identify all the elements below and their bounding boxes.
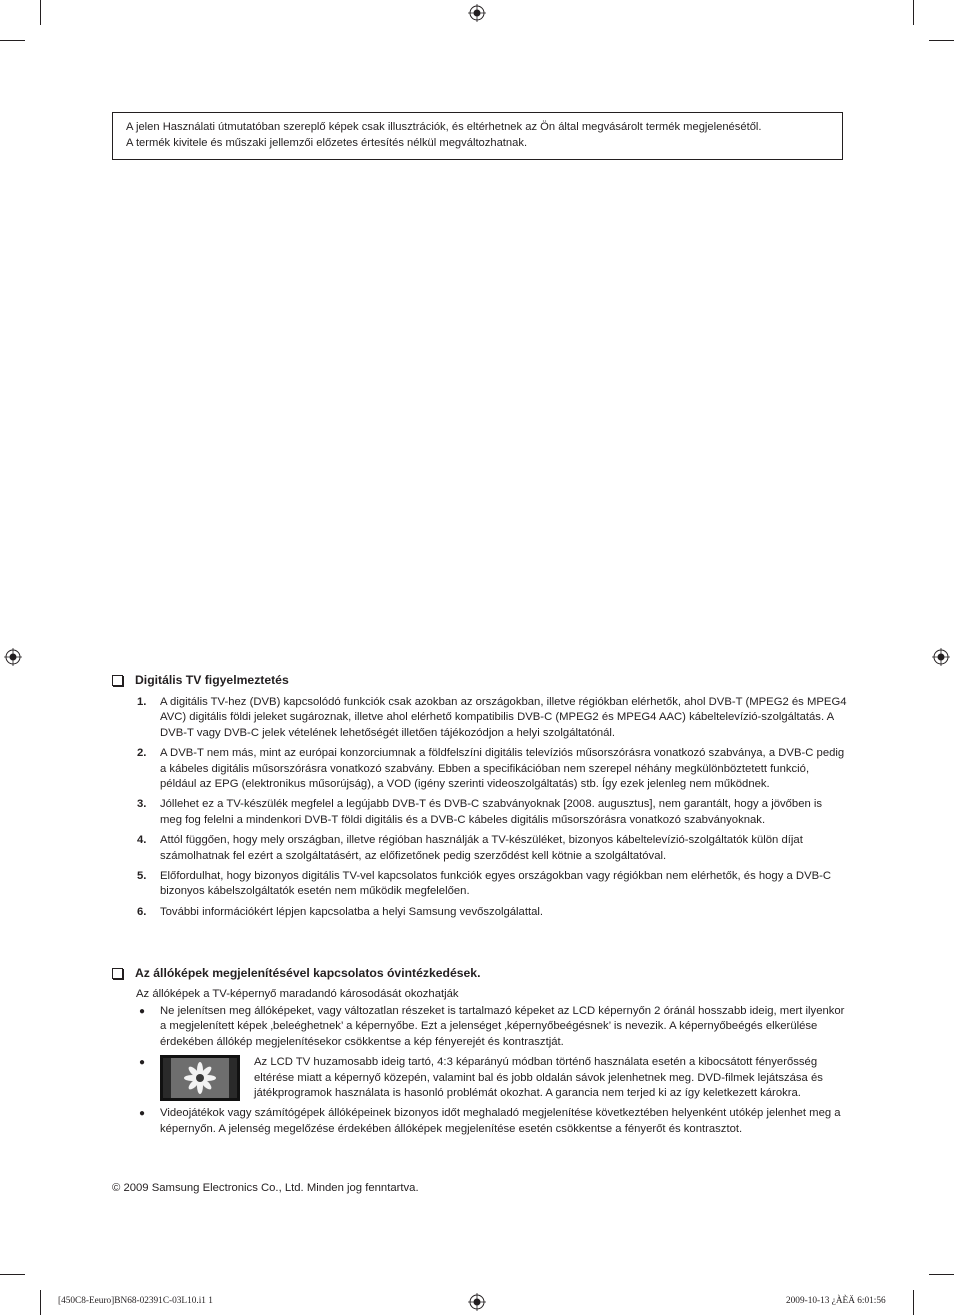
item-number: 5.: [137, 870, 147, 883]
list-item: [137, 1106, 847, 1137]
item-number: 1.: [137, 696, 147, 708]
list-item: [137, 833, 847, 864]
bullet-icon: ●: [139, 1057, 146, 1069]
print-slug-right: 2009-10-13 ¿ÀÈÄ 6:01:56: [786, 1296, 886, 1306]
list-item: [137, 869, 847, 900]
still-image-list: [137, 1004, 847, 1142]
item-number: 2.: [137, 747, 147, 760]
list-item: [137, 1004, 847, 1050]
registration-mark-icon: [4, 648, 22, 666]
notice-line-2: A termék kivitele és műszaki jellemzői előzetes értesítés nélkül megváltozhatnak.: [126, 137, 528, 149]
bullet-text: Az LCD TV huzamosabb ideig tartó, 4:3 képarányú módban történő használata esetén a kibocsátott fényerősség eltérése miatt a képernyő közepén, valamint bal és jobb oldalán sávok jelenhetnek meg. DVD-filmek lejátszása és játékprogramok használata is hasonló problémát okozhat. A garancia nem terjed ki az így keletkezett károkra.: [254, 1056, 823, 1100]
checkbox-bullet-icon: [112, 968, 123, 979]
registration-mark-icon: [468, 1293, 486, 1311]
item-text: Előfordulhat, hogy bizonyos digitális TV-vel kapcsolatos funkciók egyes országokban vagy régiókban nem elérhetők, és hogy a DVB-C bizonyos kábelszolgáltatók esetén nem működik megfelelően.: [160, 870, 832, 898]
digital-tv-list: [137, 695, 847, 925]
bullet-icon: ●: [139, 1108, 146, 1120]
still-image-title: Az állóképek megjelenítésével kapcsolatos óvintézkedések.: [135, 966, 481, 980]
registration-mark-icon: [932, 648, 950, 666]
item-text: Jóllehet ez a TV-készülék megfelel a legújabb DVB-T és DVB-C szabványoknak [2008. augusztus], nem garantált, hogy a jövőben is meg fog felelni a mindenkori DVB-T földi digitális és a DVB-C kábeles digitális műsorszórásra vonatkozó szabványoknak.: [160, 798, 823, 826]
still-image-intro: Az állóképek a TV-képernyő maradandó károsodását okozhatják: [136, 988, 459, 1000]
still-image-heading: [112, 965, 480, 981]
registration-mark-icon: [468, 4, 486, 22]
copyright-text: © 2009 Samsung Electronics Co., Ltd. Minden jog fenntartva.: [112, 1182, 419, 1194]
print-slug-left: [450C8-Eeuro]BN68-02391C-03L10.i1 1: [58, 1296, 213, 1306]
crop-mark-top-right-v: [913, 0, 914, 25]
digital-tv-heading: [112, 672, 289, 688]
illustration-notice-box: [112, 112, 843, 160]
item-number: 6.: [137, 905, 147, 918]
crop-mark-top-left-v: [40, 0, 41, 25]
item-text: További információkért lépjen kapcsolatba a helyi Samsung vevőszolgálattal.: [160, 905, 544, 918]
list-item: [137, 695, 847, 741]
crop-mark-top-left-h: [0, 40, 25, 41]
item-text: A digitális TV-hez (DVB) kapcsolódó funkciók csak azokban az országokban, illetve régiókban elérhetők, ahol DVB-T (MPEG2 és MPEG4 AVC) digitális földi jeleket sugároznak, illetve ahol elérhető kompatibilis DVB-C (MPEG2 és MPEG4 AAC) kábeltelevízió-szolgáltatás. A DVB-T vagy DVB-C jelek vételének lehetőségét illetően tájékozódjon a helyi szolgáltatónál.: [160, 696, 847, 739]
bullet-text: Videojátékok vagy számítógépek állóképeinek bizonyos időt meghaladó megjelenítése következtében helyenként utókép jelenhet meg a képernyőn. A jelenség megelőzése érdekében állóképek megjelenítése esetén csökkentse a fényerőt és kontrasztot.: [160, 1107, 841, 1135]
crop-mark-bottom-left-v: [40, 1290, 41, 1315]
flower-image-4-3-thumbnail: [160, 1055, 240, 1101]
item-number: 3.: [137, 798, 147, 811]
digital-tv-title: Digitális TV figyelmeztetés: [135, 673, 289, 687]
item-text: A DVB-T nem más, mint az európai konzorciumnak a földfelszíni digitális televíziós műsorszórásra vonatkozó szabványa, a DVB-C pedig a kábeles digitális műsorszórásra vonatkozó szabvány. Ebben a specifikációban nem szerepel néhány megkülönböztetett funkció, például az EPG (elektronikus műsorújság), a VOD (igény szerinti videoszolgáltatás) stb. Így ezek jelenleg nem működnek.: [160, 747, 845, 791]
bullet-text: Ne jelenítsen meg állóképeket, vagy változatlan részeket is tartalmazó képeket az LCD képernyőn 2 óránál hosszabb ideig, mert ilyenkor a megjelenített képek ‚beleéghetnek’ a képernyőbe. Ezt a jelenséget ‚képernyőbeégésnek’ is nevezik. A képernyőbeégés elkerülése érdekében állókép megjelenítésekor csökkentse a kép fényerejét és kontrasztját.: [160, 1005, 845, 1048]
list-item: [137, 797, 847, 828]
list-item: [137, 905, 847, 920]
crop-mark-bottom-right-h: [929, 1274, 954, 1275]
list-item: [137, 1055, 847, 1101]
crop-mark-bottom-right-v: [913, 1290, 914, 1315]
checkbox-bullet-icon: [112, 675, 123, 686]
item-text: Attól függően, hogy mely országban, illetve régióban használják a TV-készüléket, bizonyos kábeltelevízió-szolgáltatók külön díjat számolhatnak fel ezért a szolgáltatásért, az előfizetőnek pedig szerződést kell kötnie a szolgáltatóval.: [160, 834, 803, 862]
crop-mark-top-right-h: [929, 40, 954, 41]
crop-mark-bottom-left-h: [0, 1274, 25, 1275]
notice-line-1: A jelen Használati útmutatóban szereplő képek csak illusztrációk, és eltérhetnek az Ön által megvásárolt termék megjelenésétől.: [126, 121, 762, 133]
bullet-icon: ●: [139, 1006, 146, 1017]
item-number: 4.: [137, 834, 147, 847]
list-item: [137, 746, 847, 792]
